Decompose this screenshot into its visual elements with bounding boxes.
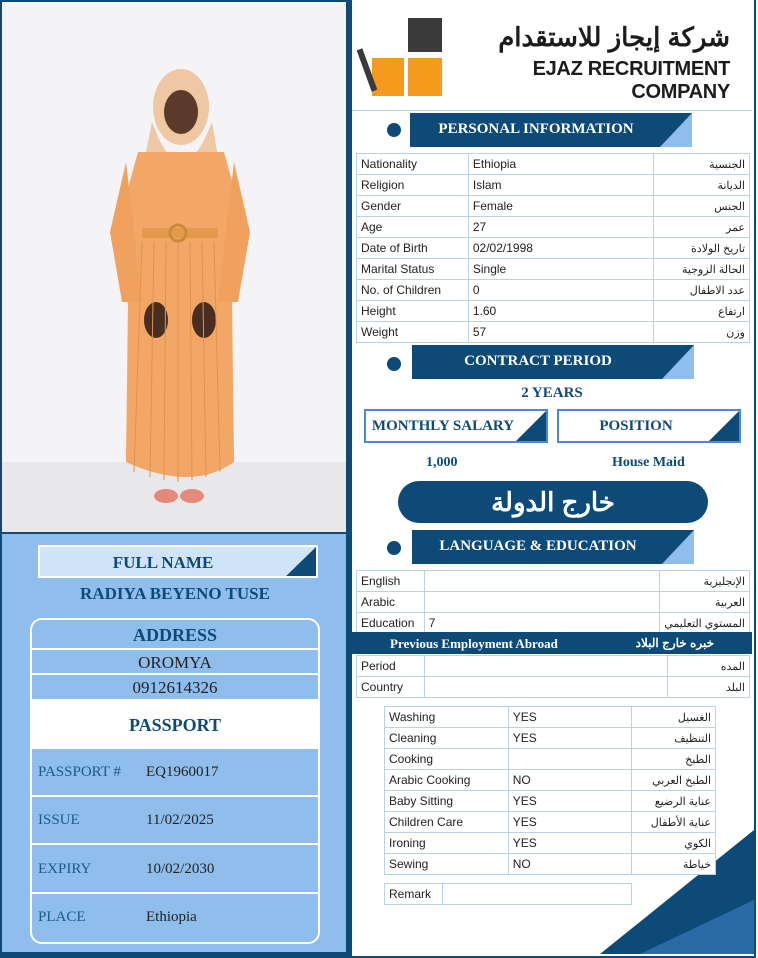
row-label: Sewing <box>385 854 509 875</box>
skill-row <box>385 749 716 770</box>
row-label: No. of Children <box>357 280 469 301</box>
header-corner-triangle <box>282 547 316 578</box>
row-label: Gender <box>357 196 469 217</box>
row-label: Cooking <box>385 749 509 770</box>
row-value: YES <box>508 728 631 749</box>
monthly-salary-box <box>364 409 548 443</box>
row-value: Single <box>468 259 653 280</box>
row-label: Nationality <box>357 154 469 175</box>
row-label-arabic: تاريخ الولادة <box>654 238 750 259</box>
expiry-label: EXPIRY <box>38 861 92 877</box>
row-value: 02/02/1998 <box>468 238 653 259</box>
bullet-dot-icon <box>387 357 401 371</box>
row-label-arabic: العربية <box>660 592 750 613</box>
row-label: Cleaning <box>385 728 509 749</box>
company-name-english: EJAZ RECRUITMENT COMPANY <box>532 58 730 103</box>
previous-employment-row <box>357 677 750 698</box>
previous-employment-heading-en: Previous Employment Abroad <box>390 636 558 651</box>
personal-info-row <box>357 238 750 259</box>
row-value: 27 <box>468 217 653 238</box>
row-label-arabic: الديانة <box>654 175 750 196</box>
language-row <box>357 571 750 592</box>
row-value: 57 <box>468 322 653 343</box>
full-name-label: FULL NAME <box>112 553 214 572</box>
header-divider <box>352 110 752 111</box>
previous-employment-table <box>356 655 750 698</box>
expiry-value: 10/02/2030 <box>146 861 215 877</box>
row-value: YES <box>508 707 631 728</box>
skill-row <box>385 791 716 812</box>
row-label: Arabic Cooking <box>385 770 509 791</box>
row-label: Education <box>357 613 425 634</box>
person-figure <box>2 2 346 532</box>
row-label-arabic: الحالة الزوجية <box>654 259 750 280</box>
row-label: Children Care <box>385 812 509 833</box>
logo-dark-square <box>408 18 442 52</box>
skill-row <box>385 854 716 875</box>
personal-info-row <box>357 154 750 175</box>
row-label-arabic: عدد الاطفال <box>654 280 750 301</box>
remark-table <box>384 883 632 905</box>
row-label-arabic: الجنس <box>654 196 750 217</box>
passport-number-label: PASSPORT # <box>38 764 121 780</box>
skill-row <box>385 770 716 791</box>
row-label: Ironing <box>385 833 509 854</box>
row-value: Islam <box>468 175 653 196</box>
personal-info-heading: PERSONAL INFORMATION <box>438 121 634 137</box>
row-label-arabic: التنظيف <box>632 728 716 749</box>
row-label-arabic: خياطة <box>632 854 716 875</box>
row-value: NO <box>508 770 631 791</box>
row-value <box>424 656 667 677</box>
row-label: Date of Birth <box>357 238 469 259</box>
header-corner-triangle <box>662 345 694 379</box>
row-label-arabic: وزن <box>654 322 750 343</box>
place-value: Ethiopia <box>146 909 197 925</box>
contract-period-heading: CONTRACT PERIOD <box>464 353 612 369</box>
remark-value <box>442 884 631 905</box>
header-corner-triangle <box>660 113 692 147</box>
row-label-arabic: عناية الأطفال <box>632 812 716 833</box>
personal-info-table <box>356 153 750 343</box>
row-label: Arabic <box>357 592 425 613</box>
row-label: Period <box>357 656 425 677</box>
language-row <box>357 592 750 613</box>
row-label: Weight <box>357 322 469 343</box>
personal-info-header <box>410 113 692 147</box>
language-education-header <box>412 530 694 564</box>
box-corner-triangle <box>709 411 739 441</box>
remark-row <box>385 884 632 905</box>
language-row <box>357 613 750 634</box>
row-label: Height <box>357 301 469 322</box>
previous-employment-row <box>357 656 750 677</box>
monthly-salary-value: 1,000 <box>426 455 458 470</box>
row-label-arabic: الإنجليزية <box>660 571 750 592</box>
row-value <box>424 592 659 613</box>
position-value: House Maid <box>612 455 685 470</box>
row-label-arabic: الطبخ <box>632 749 716 770</box>
bullet-dot-icon <box>387 123 401 137</box>
remark-label: Remark <box>385 884 443 905</box>
contract-period-value: 2 YEARS <box>521 385 583 401</box>
row-label-arabic: المستوي التعليمي <box>660 613 750 634</box>
row-value <box>424 677 667 698</box>
row-value: YES <box>508 812 631 833</box>
issue-value: 11/02/2025 <box>146 812 214 828</box>
row-label-arabic: الجنسية <box>654 154 750 175</box>
row-label-arabic: ارتفاع <box>654 301 750 322</box>
candidate-photo <box>2 2 346 532</box>
skill-row <box>385 833 716 854</box>
issue-row <box>32 797 318 845</box>
passport-heading: PASSPORT <box>32 701 318 749</box>
abroad-banner: خارج الدولة <box>398 481 708 523</box>
box-corner-triangle <box>516 411 546 441</box>
contract-period-header <box>412 345 694 379</box>
row-label: Baby Sitting <box>385 791 509 812</box>
logo-orange-square-left <box>372 58 404 96</box>
row-value: Ethiopia <box>468 154 653 175</box>
full-name-value: RADIYA BEYENO TUSE <box>80 584 270 603</box>
personal-info-row <box>357 322 750 343</box>
language-education-heading: LANGUAGE & EDUCATION <box>439 538 637 554</box>
row-label-arabic: البلد <box>668 677 750 698</box>
language-table <box>356 570 750 634</box>
skill-row <box>385 812 716 833</box>
personal-info-row <box>357 259 750 280</box>
full-name-header <box>38 545 318 578</box>
phone-value: 0912614326 <box>32 675 318 701</box>
expiry-row <box>32 846 318 894</box>
personal-info-row <box>357 301 750 322</box>
address-label: ADDRESS <box>32 620 318 650</box>
ejaz-logo-icon <box>362 10 454 102</box>
passport-number-row <box>32 749 318 797</box>
row-value: Female <box>468 196 653 217</box>
monthly-salary-label: MONTHLY SALARY <box>371 418 515 434</box>
decorative-corner-accent <box>640 900 754 954</box>
row-value: NO <box>508 854 631 875</box>
row-label: Age <box>357 217 469 238</box>
row-label-arabic: الطبخ العربي <box>632 770 716 791</box>
previous-employment-heading-ar: خبره خارج البلاد <box>635 636 714 650</box>
row-label-arabic: عمر <box>654 217 750 238</box>
row-value: YES <box>508 791 631 812</box>
logo-orange-square-right <box>408 58 442 96</box>
row-label: English <box>357 571 425 592</box>
header-corner-triangle <box>662 530 694 564</box>
address-value: OROMYA <box>32 650 318 675</box>
row-value: YES <box>508 833 631 854</box>
bullet-dot-icon <box>387 541 401 555</box>
personal-info-row <box>357 175 750 196</box>
row-value: 1.60 <box>468 301 653 322</box>
skills-table <box>384 706 716 875</box>
row-label-arabic: عناية الرضيع <box>632 791 716 812</box>
passport-card <box>30 618 320 944</box>
personal-info-row <box>357 196 750 217</box>
row-label: Religion <box>357 175 469 196</box>
row-label: Marital Status <box>357 259 469 280</box>
skill-row <box>385 707 716 728</box>
row-label: Washing <box>385 707 509 728</box>
row-value: 7 <box>424 613 659 634</box>
place-label: PLACE <box>38 909 86 925</box>
issue-label: ISSUE <box>38 812 80 828</box>
row-label: Country <box>357 677 425 698</box>
position-label: POSITION <box>599 418 673 434</box>
row-value: 0 <box>468 280 653 301</box>
passport-number-value: EQ1960017 <box>146 764 219 780</box>
skill-row <box>385 728 716 749</box>
row-label-arabic: المده <box>668 656 750 677</box>
position-box <box>557 409 741 443</box>
company-name-arabic: شركة إيجاز للاستقدام <box>498 22 730 52</box>
personal-info-row <box>357 217 750 238</box>
personal-info-row <box>357 280 750 301</box>
previous-employment-header <box>352 632 752 654</box>
row-label-arabic: الكوي <box>632 833 716 854</box>
place-row <box>32 894 318 942</box>
row-label-arabic: الغسيل <box>632 707 716 728</box>
row-value <box>424 571 659 592</box>
row-value <box>508 749 631 770</box>
